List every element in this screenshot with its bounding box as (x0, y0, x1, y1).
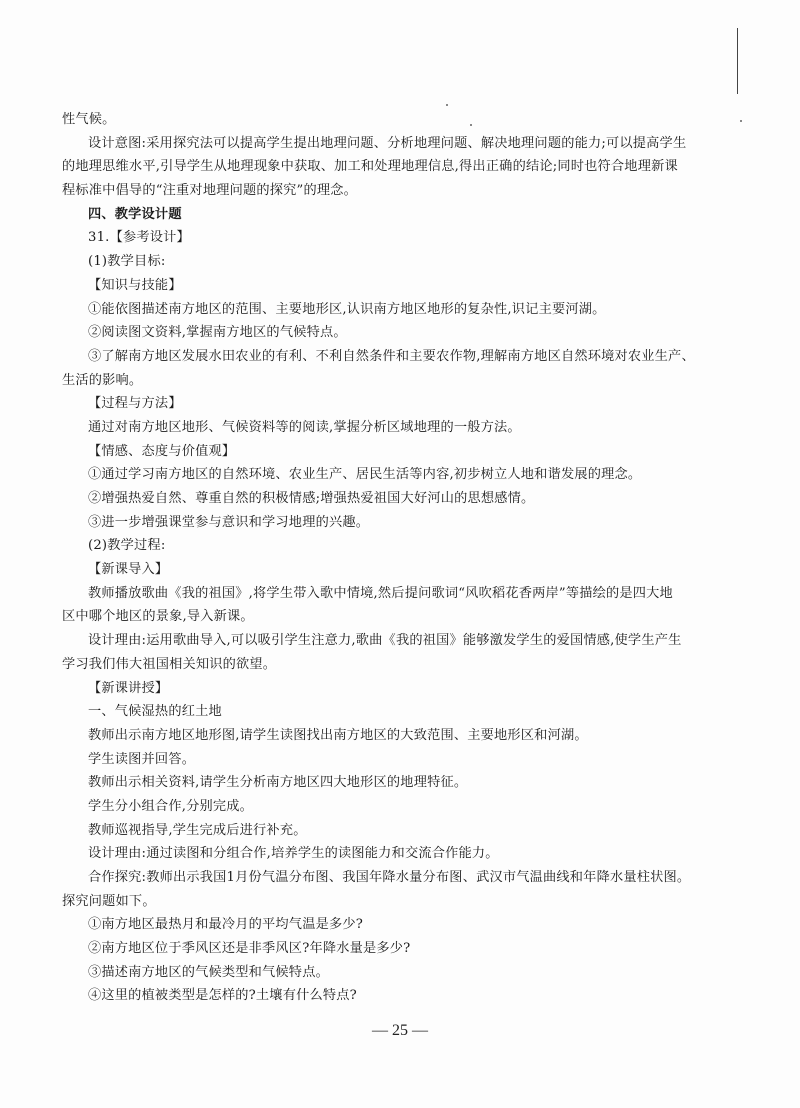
footer-dash-left: — (372, 1022, 388, 1039)
text-line: ②增强热爱自然、尊重自然的积极情感;增强热爱祖国大好河山的思想感情。 (88, 491, 535, 506)
section-heading: 四、教学设计题 (88, 206, 182, 222)
text-line: ①能依图描述南方地区的范围、主要地形区,认识南方地区地形的复杂性,识记主要河湖。 (88, 301, 606, 317)
text-line: 程标准中倡导的“注重对地理问题的探究”的理念。 (62, 183, 358, 199)
text-line: 【情感、态度与价值观】 (88, 443, 236, 459)
text-line: ③了解南方地区发展水田农业的有利、不利自然条件和主要农作物,理解南方地区自然环境对农业生产、 (88, 348, 695, 364)
text-line: 【知识与技能】 (88, 277, 182, 293)
text-line: 通过对南方地区地形、气候资料等的阅读,掌握分析区域地理的一般方法。 (88, 419, 521, 435)
text-line: 学生读图并回答。 (88, 751, 196, 767)
scan-edge-line (737, 28, 738, 94)
text-line: (2)教学过程: (88, 538, 166, 554)
page-footer (0, 1022, 800, 1040)
text-line: 区中哪个地区的景象,导入新课。 (62, 609, 254, 625)
text-line: ①通过学习南方地区的自然环境、农业生产、居民生活等内容,初步树立人地和谐发展的理念。 (88, 467, 642, 483)
text-line: ④这里的植被类型是怎样的?土壤有什么特点? (88, 988, 357, 1004)
text-line: ③描述南方地区的气候类型和气候特点。 (88, 964, 329, 980)
text-line: 教师出示南方地区地形图,请学生读图找出南方地区的大致范围、主要地形区和河湖。 (88, 727, 588, 743)
text-line: 一、气候湿热的红土地 (88, 704, 222, 720)
text-line: 教师播放歌曲《我的祖国》,将学生带入歌中情境,然后提问歌词“风吹稻花香两岸”等描绘的是四大地 (88, 585, 673, 601)
text-line: 学生分小组合作,分别完成。 (88, 798, 254, 814)
scan-speck (446, 104, 448, 106)
text-line: ①南方地区最热月和最冷月的平均气温是多少? (88, 917, 364, 933)
text-line: 设计理由:通过读图和分组合作,培养学生的读图能力和交流合作能力。 (88, 846, 499, 862)
scan-speck (740, 120, 742, 122)
text-line: 的地理思维水平,引导学生从地理现象中获取、加工和处理地理信息,得出正确的结论;同时也符合地理新课 (62, 159, 678, 175)
page-number: 25 (392, 1022, 408, 1039)
text-line: 学习我们伟大祖国相关知识的欲望。 (62, 656, 277, 672)
text-line: ③进一步增强课堂参与意识和学习地理的兴趣。 (88, 514, 370, 530)
footer-dash-right: — (412, 1022, 428, 1039)
text-line: 设计理由:运用歌曲导入,可以吸引学生注意力,歌曲《我的祖国》能够激发学生的爱国情感,使学生产生 (88, 633, 682, 649)
text-line: 【新课导入】 (88, 562, 169, 578)
text-line: 合作探究:教师出示我国1月份气温分布图、我国年降水量分布图、武汉市气温曲线和年降水量柱状图。 (88, 870, 691, 885)
body-text (62, 108, 702, 1008)
text-line: (1)教学目标: (88, 254, 166, 270)
text-line: 【过程与方法】 (88, 396, 182, 412)
text-line: 性气候。 (62, 112, 116, 127)
text-line: 探究问题如下。 (62, 893, 156, 909)
text-line: 教师出示相关资料,请学生分析南方地区四大地形区的地理特征。 (88, 775, 468, 791)
text-line: 31.【参考设计】 (88, 230, 190, 246)
text-line: 设计意图:采用探究法可以提高学生提出地理问题、分析地理问题、解决地理问题的能力;可以提高学生 (88, 135, 687, 151)
text-line: 生活的影响。 (62, 372, 143, 388)
text-line: 【新课讲授】 (88, 680, 169, 696)
text-line: 教师巡视指导,学生完成后进行补充。 (88, 822, 307, 838)
text-line: ②阅读图文资料,掌握南方地区的气候特点。 (88, 325, 347, 341)
text-line: ②南方地区位于季风区还是非季风区?年降水量是多少? (88, 941, 411, 957)
